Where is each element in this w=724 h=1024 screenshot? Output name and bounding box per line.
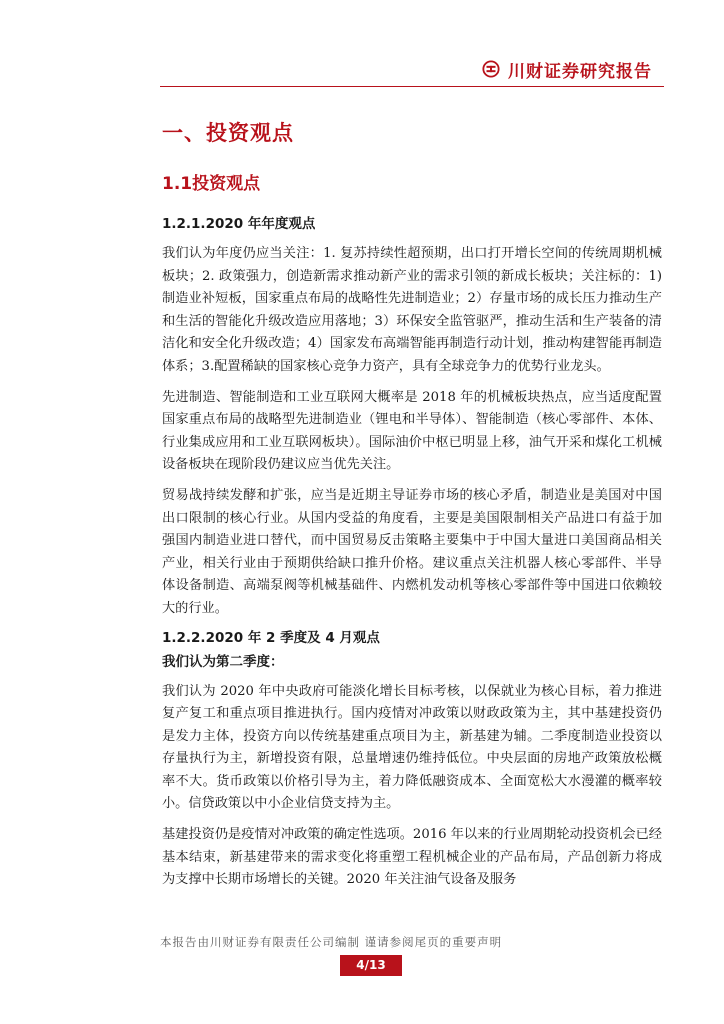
page-number: 4/13 [340,955,402,976]
footer-disclaimer: 本报告由川财证券有限责任公司编制 谨请参阅尾页的重要声明 [160,935,503,949]
annual-paragraph: 先进制造、智能制造和工业互联网大概率是 2018 年的机械板块热点，应当适度配置国家重点布局的战略型先进制造业（锂电和半导体）、智能制造（核心零部件、本体、行业集成应用和工业互联网板块）。国际油价中枢已明显上移，油气开采和煤化工机械设备板块在现阶段仍建议应当优先关注。 [162,389,662,473]
quarterly-view-heading: 1.2.2.2020 年 2 季度及 4 月观点 [162,629,380,646]
brand [482,56,652,82]
annual-view-heading: 1.2.1.2020 年年度观点 [162,216,316,232]
chuancai-logo-icon [482,60,500,78]
report-body [162,118,662,892]
quarterly-paragraph: 基建投资仍是疫情对冲政策的确定性选项。2016 年以来的行业周期轮动投资机会已经基本结束，新基建带来的需求变化将重塑工程机械企业的产品布局，产品创新力将成为支撑中长期市场增长的关键。2020 年关注油气设备及服务 [162,827,662,888]
section-title: 一、投资观点 [162,121,294,145]
subsection-title: 1.1投资观点 [162,174,261,194]
page-header [0,0,724,100]
quarterly-lead: 我们认为第二季度： [162,653,284,670]
quarterly-paragraph: 我们认为 2020 年中央政府可能淡化增长目标考核，以保就业为核心目标，着力推进复产复工和重点项目推进执行。国内疫情对冲政策以财政政策为主，其中基建投资仍是发力主体，投资方向以传统基建重点项目为主，新基建为辅。二季度制造业投资以存量执行为主，新增投资有限，总量增速仍维持低位。中央层面的房地产政策放松概率不大。货币政策以价格引导为主，着力降低融资成本、全面宽松大水漫灌的概率较小。信贷政策以中小企业信贷支持为主。 [162,683,662,812]
brand-name: 川财证券研究报告 [508,61,652,82]
annual-paragraph: 我们认为年度仍应当关注：1. 复苏持续性超预期，出口打开增长空间的传统周期机械板块；2. 政策强力，创造新需求推动新产业的需求引领的新成长板块；关注标的：1)制造业补短板，国家重点布局的战略性先进制造业；2）存量市场的成长压力推动生产和生活的智能化升级改造应用落地；3）环保安全监管驱严，推动生活和生产装备的清洁化和安全化升级改造；4）国家发布高端智能再制造行动计划，推动构建智能再制造体系；3.配置稀缺的国家核心竞争力资产，具有全球竞争力的优势行业龙头。 [162,246,662,374]
annual-paragraph: 贸易战持续发酵和扩张，应当是近期主导证券市场的核心矛盾，制造业是美国对中国出口限制的核心行业。从国内受益的角度看，主要是美国限制相关产品进口有益于加强国内制造业进口替代，而中国贸易反击策略主要集中于中国大量进口美国商品相关产业，相关行业由于预期供给缺口推升价格。建议重点关注机器人核心零部件、半导体设备制造、高端泵阀等机械基础件、内燃机发动机等核心零部件等中国进口依赖较大的行业。 [162,487,662,616]
header-divider [160,86,664,87]
